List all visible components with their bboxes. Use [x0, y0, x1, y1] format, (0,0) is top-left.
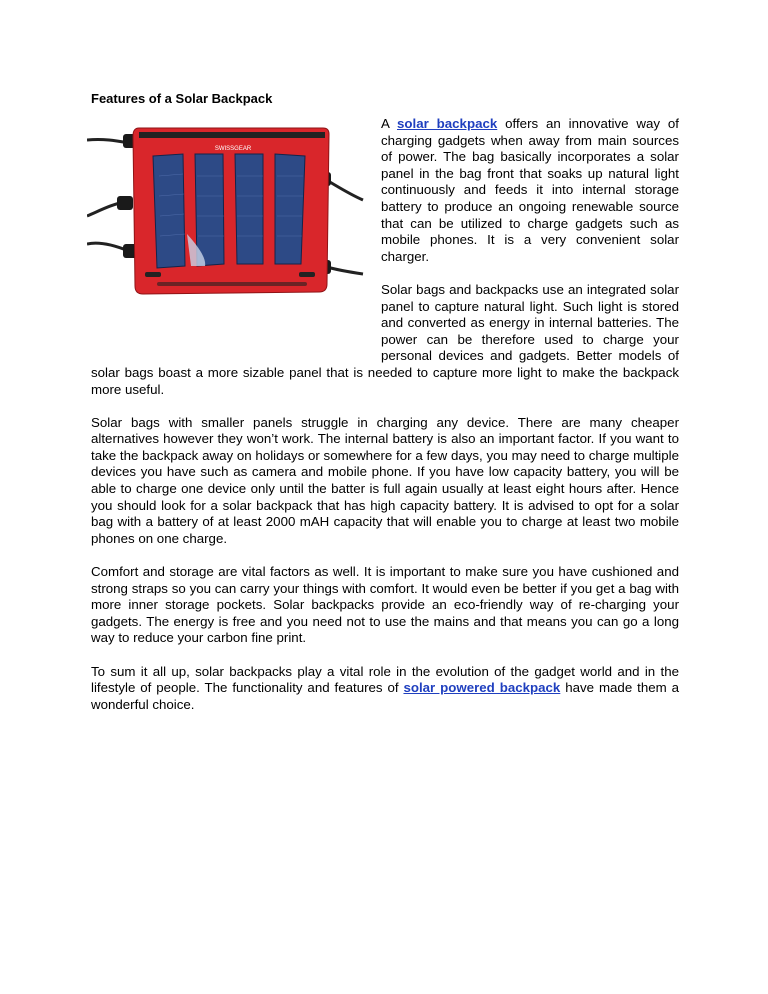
- paragraph-integrated-panel: Solar bags and backpacks use an integrated solar panel to capture natural light. Such light is stored and converted as energy in internal batteries. The power can be therefore used to charge your personal devices and gadgets. Better models of solar bags boast a more sizable panel that is needed to capture more light to make the backpack more useful.: [91, 281, 679, 397]
- solar-panel-illustration: [87, 116, 379, 296]
- solar-backpack-link[interactable]: solar backpack: [397, 116, 498, 131]
- paragraph-comfort: Comfort and storage are vital factors as well. It is important to make sure you have cushioned and strong straps so you can carry your things with comfort. It would even be better if you get a bag with more inner storage pockets. Solar backpacks provide an eco-friendly way of re-charging your gadgets. The energy is free and you need not to use the mains and that means you can go a long way to reduce your carbon fine print.: [91, 564, 679, 646]
- paragraph-intro: A solar backpack offers an innovative way of charging gadgets when away from main sources of power. The bag basically incorporates a solar panel in the bag front that soaks up natural light continuously and feeds it into internal storage battery to produce an ongoing renewable source that can be utilized to charge gadgets such as mobile phones. It is a very convenient solar charger.: [381, 116, 679, 264]
- paragraph-battery: Solar bags with smaller panels struggle in charging any device. There are many cheaper alternatives however they won’t work. The internal battery is also an important factor. If you want to take the backpack away on holidays or somewhere for a few days, you may need to charge multiple devices you have such as camera and mobile phone. If you have low capacity battery, you will be able to charge one device only until the batter is full again usually at least eight hours after. Hence you should look for a solar backpack that has high capacity battery. It is advised to opt for a solar bag with a battery of at least 2000 mAH capacity that will enable you to charge at least two mobile phones on one charge.: [91, 414, 679, 546]
- solar-powered-backpack-link[interactable]: solar powered backpack: [403, 680, 561, 696]
- page-heading: Features of a Solar Backpack: [91, 91, 273, 106]
- body-text: [91, 116, 679, 730]
- solar-backpack-image: [91, 116, 381, 358]
- paragraph-conclusion: To sum it all up, solar backpacks play a vital role in the evolution of the gadget world and in the lifestyle of people. The functionality and features of solar powered backpack have made them a wonderful choice.: [91, 663, 679, 712]
- brand-text: SWISSGEAR: [214, 146, 252, 152]
